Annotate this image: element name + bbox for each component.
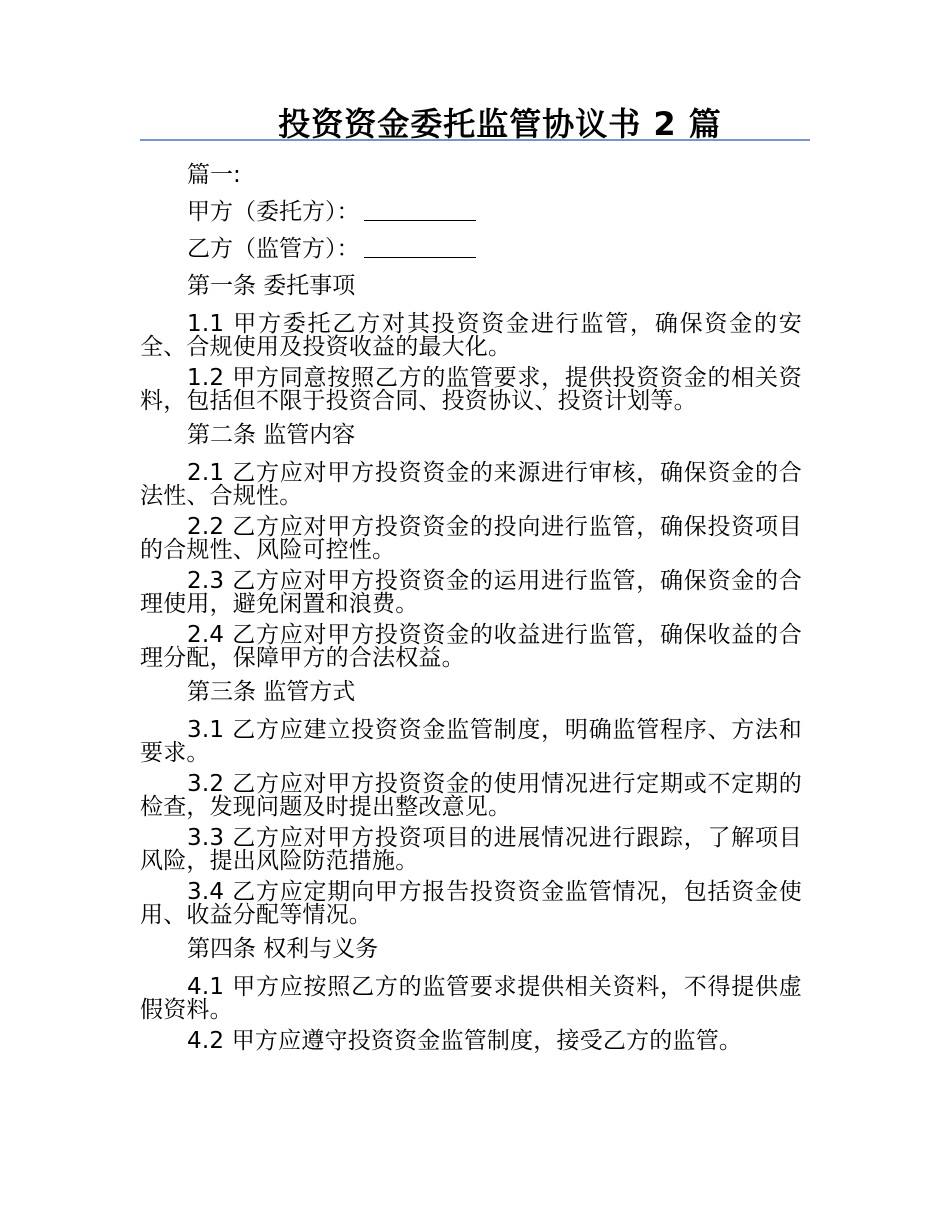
section-heading: 第二条 监管内容 [187,422,356,448]
clause: 4.1 甲方应按照乙方的监管要求提供相关资料，不得提供虚假资料。 [140,974,802,1023]
clause: 2.3 乙方应对甲方投资资金的运用进行监管，确保资金的合理使用，避免闲置和浪费。 [140,568,802,617]
section-heading: 第一条 委托事项 [187,273,356,299]
section-heading: 第三条 监管方式 [187,679,356,705]
party-b-blank [364,233,476,258]
clause: 3.1 乙方应建立投资资金监管制度，明确监管程序、方法和要求。 [140,717,802,766]
document-body [140,157,802,1057]
clause: 2.2 乙方应对甲方投资资金的投向进行监管，确保投资项目的合规性、风险可控性。 [140,514,802,563]
party-a-label: 甲方（委托方）： [187,199,360,225]
clause: 4.2 甲方应遵守投资资金监管制度，接受乙方的监管。 [187,1028,743,1054]
party-a-line [140,194,802,231]
party-b-label: 乙方（监管方）： [187,236,360,262]
clause: 3.3 乙方应对甲方投资项目的进展情况进行跟踪，了解项目风险，提出风险防范措施。 [140,825,802,874]
title-underline [140,139,810,141]
document-title: 投资资金委托监管协议书 2 篇 [278,105,722,143]
clause: 1.2 甲方同意按照乙方的监管要求，提供投资资金的相关资料，包括但不限于投资合同、投资协议、投资计划等。 [140,365,802,414]
party-b-line [140,231,802,268]
section-heading: 第四条 权利与义务 [187,936,379,962]
clause: 3.4 乙方应定期向甲方报告投资资金监管情况，包括资金使用、收益分配等情况。 [140,879,802,928]
party-a-blank [364,196,476,221]
clause: 1.1 甲方委托乙方对其投资资金进行监管，确保资金的安全、合规使用及投资收益的最大化。 [140,311,802,360]
clause: 2.4 乙方应对甲方投资资金的收益进行监管，确保收益的合理分配，保障甲方的合法权益。 [140,622,802,671]
clause: 3.2 乙方应对甲方投资资金的使用情况进行定期或不定期的检查，发现问题及时提出整改意见。 [140,771,802,820]
part-label: 篇一: [187,162,241,188]
clause: 2.1 乙方应对甲方投资资金的来源进行审核，确保资金的合法性、合规性。 [140,460,802,509]
